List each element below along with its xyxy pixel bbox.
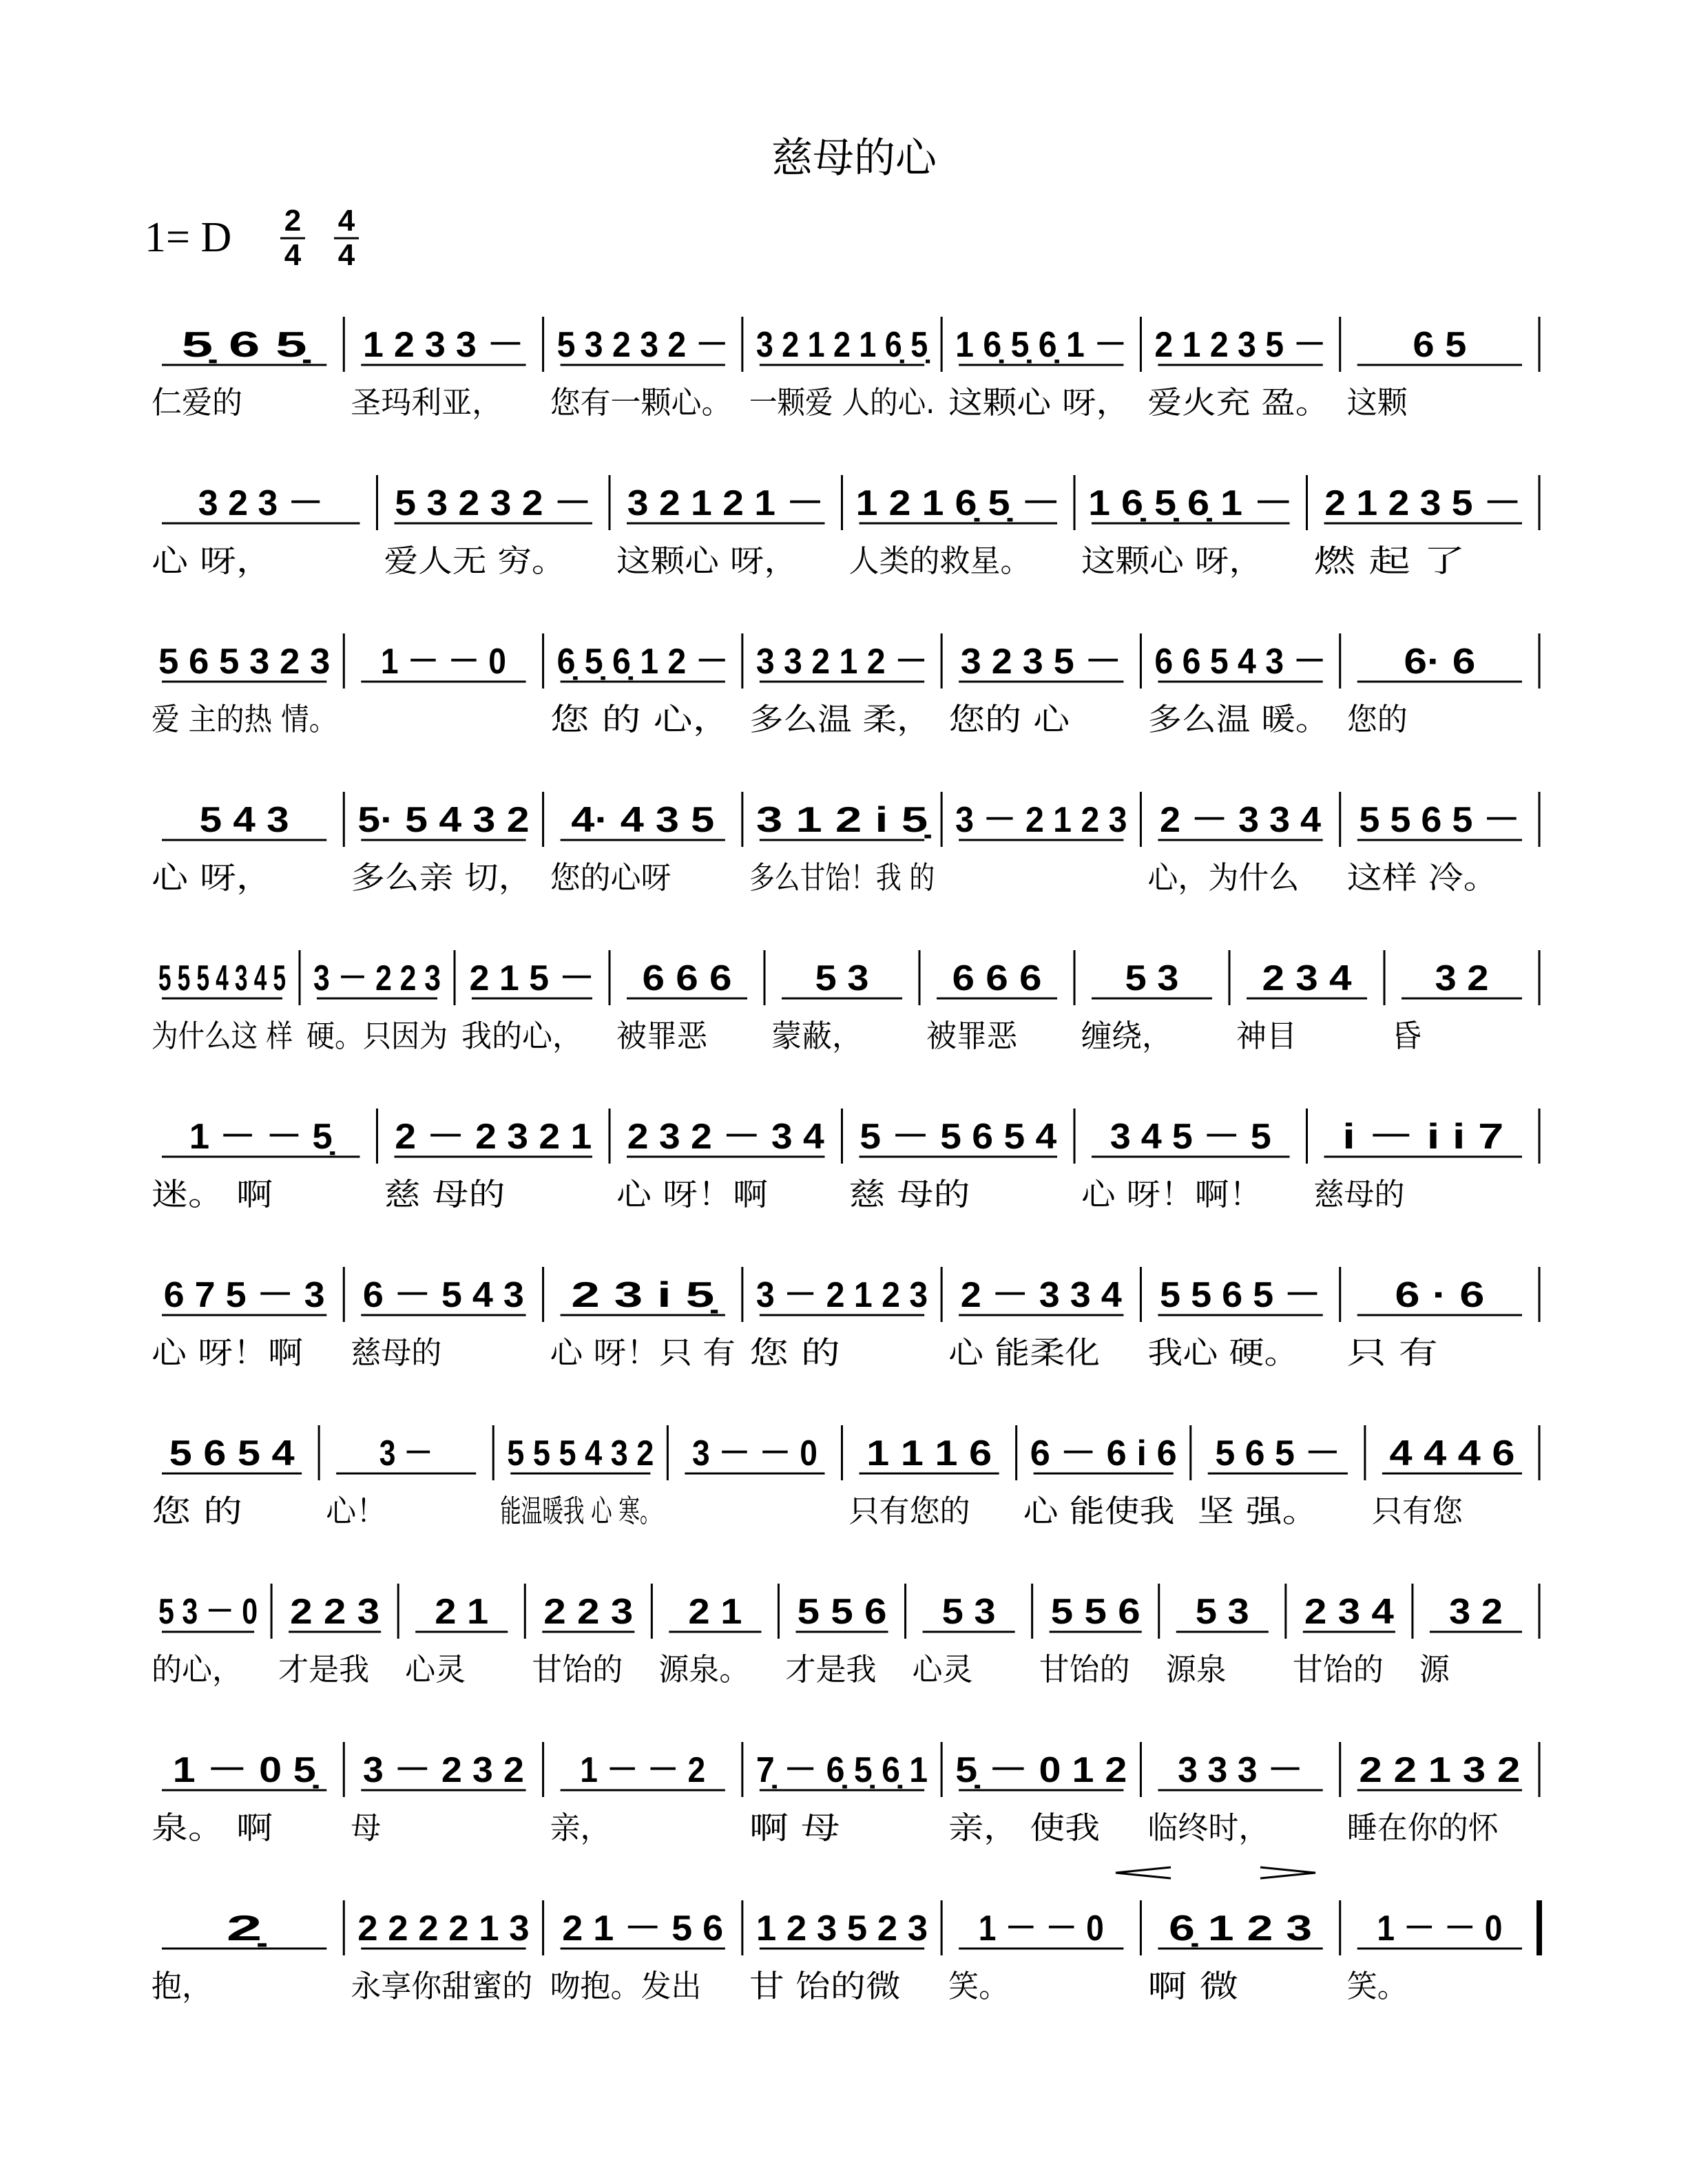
measure-notes: 1 － － 5̣	[189, 1117, 335, 1157]
measure-notes: 2 － 3 3 4	[960, 1275, 1122, 1315]
lyric-text: 这颗	[1346, 384, 1408, 421]
measure-notes: 1 － － 0	[1377, 1909, 1503, 1949]
measure-notes: 1 － 0 5̣	[172, 1750, 320, 1790]
measure-notes: 2 2 3	[543, 1592, 634, 1632]
lyric-text: 吻抱。发出	[550, 1968, 702, 2004]
lyric-text: 蒙蔽，	[771, 1018, 862, 1054]
measure-notes: 1 1 1 6	[866, 1434, 992, 1473]
measure-notes: 5 3 2 3 2 －	[556, 325, 729, 365]
lyric-text: 啊 微	[1147, 1968, 1239, 2004]
measure-notes: 6· 6	[1404, 642, 1476, 682]
lyric-text: 我心 硬。	[1147, 1334, 1300, 1371]
lyric-text: 临终时，	[1147, 1809, 1269, 1846]
lyric-text: 这样 冷。	[1346, 859, 1499, 896]
measure-notes: 5 3	[1195, 1592, 1249, 1632]
score-row	[152, 633, 1539, 737]
lyric-text: 心 呀！只 有	[550, 1334, 736, 1371]
measure-notes: 2 1	[435, 1592, 489, 1632]
score-rows	[152, 317, 1539, 2004]
measure-notes: 2 2 1 3 2	[1359, 1750, 1521, 1790]
lyric-text: 硬。只因为	[306, 1018, 448, 1054]
lyric-text: 您 的 心，	[550, 701, 732, 737]
measure-notes: 5 3	[1125, 958, 1179, 998]
lyric-text: 多么亲 切，	[351, 859, 533, 896]
measure-notes: 5 － 5 6 5 4	[860, 1117, 1057, 1157]
lyric-text: 缠绕，	[1081, 1018, 1172, 1054]
lyric-text: 源泉。	[658, 1651, 750, 1688]
measure-notes: 5 3	[815, 958, 869, 998]
measure-notes: 5 4 3	[199, 800, 289, 840]
measure-notes: 3 3 3 －	[1178, 1750, 1304, 1790]
score-row	[152, 950, 1539, 1054]
lyric-text: 的心，	[152, 1651, 242, 1688]
measure-notes: 5 6 5 －	[1215, 1434, 1341, 1473]
lyric-text: 心 能柔化	[948, 1334, 1101, 1371]
lyric-text: 爱 主的热 情。	[152, 701, 337, 737]
lyric-text: 亲，	[550, 1809, 611, 1846]
measure-notes: 5 5 5 4 3 2	[507, 1434, 654, 1473]
measure-notes: 2 2 2 2 1 3	[357, 1909, 530, 1949]
measure-notes: 2 2 3	[290, 1592, 380, 1632]
measure-notes: 6 5	[1413, 325, 1467, 365]
measure-notes: 2 3 i 5̣	[571, 1275, 718, 1315]
measure-notes: 6 7 5 － 3	[163, 1275, 325, 1315]
lyric-text: 心灵	[912, 1651, 973, 1688]
measure-notes: 4 4 4 6	[1389, 1434, 1515, 1473]
time-sig-2-4-num: 2	[284, 204, 302, 238]
lyric-text: 笑。	[1346, 1968, 1408, 2004]
lyric-text: 能温暖我 心 寒。	[500, 1493, 661, 1529]
measure-notes: 2 － 2 3 2 1	[395, 1117, 592, 1157]
score-row	[152, 1742, 1539, 1846]
measure-notes: 5 3	[941, 1592, 996, 1632]
lyric-text: 您的 心	[948, 701, 1072, 737]
score-row	[152, 1425, 1539, 1529]
measure-notes: 1 2 3 5 2 3	[756, 1909, 928, 1949]
measure-notes: 3 2 1 2 1 －	[627, 483, 824, 523]
key-signature: 1= D	[145, 214, 232, 261]
measure-notes: 7̣ － 6̣ 5̣ 6̣ 1	[756, 1750, 928, 1790]
measure-notes: 2 1 2 3 5 －	[1154, 325, 1326, 365]
measure-notes: 2 1 2 3 5 －	[1324, 483, 1522, 523]
crescendo-mark	[1116, 1867, 1171, 1878]
lyric-text: 泉。 啊	[152, 1809, 273, 1846]
lyric-text: 源	[1419, 1651, 1450, 1688]
lyric-text: 您有一颗心。	[550, 384, 732, 421]
lyric-text: 您 的	[152, 1493, 242, 1529]
lyric-text: 慈母的	[1313, 1176, 1405, 1212]
measure-notes: 2 1 5 －	[469, 958, 595, 998]
time-sig-4-4-num: 4	[337, 204, 355, 238]
lyric-text: 多么温 柔，	[749, 701, 931, 737]
lyric-text: 甘饴的	[1039, 1651, 1130, 1688]
lyric-text: 被罪恶	[616, 1018, 708, 1054]
lyric-text: 慈 母的	[848, 1176, 970, 1212]
measure-notes: 3 2 1 2 1 6̣ 5̣	[756, 325, 930, 365]
measure-notes: 6 6 5 4 3 －	[1154, 642, 1326, 682]
lyric-text: 心灵	[405, 1651, 466, 1688]
lyric-text: 笑。	[948, 1968, 1010, 2004]
measure-notes: 1 － － 0	[380, 642, 506, 682]
measure-notes: 3 1 2 i 5̣	[756, 800, 932, 840]
measure-notes: 1 6̣ 5̣ 6̣ 1 －	[955, 325, 1127, 365]
lyric-text: 睡在你的怀	[1346, 1809, 1499, 1846]
lyric-text: 我的心，	[461, 1018, 583, 1054]
lyric-text: 亲， 使我	[948, 1809, 1101, 1846]
measure-notes: 6 · 6	[1395, 1275, 1485, 1315]
lyric-text: 只 有	[1346, 1334, 1438, 1371]
measure-notes: 2 3 2 － 3 4	[627, 1117, 824, 1157]
measure-notes: 6̣ 5̣ 6̣ 1 2 －	[556, 642, 729, 682]
lyric-text: 心！	[326, 1493, 387, 1529]
lyric-text: 只有您	[1371, 1493, 1464, 1529]
measure-notes: 5 5 5 4 3 4 5	[158, 958, 286, 998]
lyric-text: 迷。 啊	[152, 1176, 273, 1212]
lyric-text: 慈 母的	[384, 1176, 506, 1212]
lyric-text: 甘 饴的微	[749, 1968, 901, 2004]
score-row	[152, 1584, 1539, 1688]
lyric-text: 抱，	[152, 1968, 212, 2004]
lyric-text: 心 呀，	[152, 543, 273, 579]
measure-notes: 6 － 5 4 3	[362, 1275, 524, 1315]
measure-notes: 5 5 6 5 －	[1359, 800, 1521, 840]
lyric-text: 这颗心 呀，	[948, 384, 1131, 421]
measure-notes: 5 5 6	[797, 1592, 887, 1632]
dynamic-marks	[1116, 1867, 1315, 1878]
measure-notes: 1 6̣ 5̣ 6̣ 1 －	[1088, 483, 1293, 523]
measure-notes: 1 － － 2	[580, 1750, 706, 1790]
measure-notes: 3 － 2 1 2 3	[955, 800, 1127, 840]
lyric-text: 多么甘饴！我 的	[749, 859, 935, 896]
lyric-text: 心 呀！啊！	[1081, 1176, 1263, 1212]
measure-notes: 3 3 2 1 2 －	[756, 642, 928, 682]
lyric-text: 母	[351, 1809, 382, 1846]
measure-notes: 2 1 － 5 6	[562, 1909, 724, 1949]
lyric-text: 您的	[1346, 701, 1408, 737]
lyric-text: 心 呀！啊	[616, 1176, 768, 1212]
lyric-text: 圣玛利亚，	[351, 384, 503, 421]
lyric-text: 仁爱的	[152, 384, 242, 421]
measure-notes: 1 2 3 3 －	[362, 325, 524, 365]
lyric-text: 甘饴的	[532, 1651, 623, 1688]
measure-notes: 5· 5 4 3 2	[357, 800, 530, 840]
lyric-text: 多么温 暖。	[1147, 701, 1330, 737]
lyric-text: 才是我	[278, 1651, 370, 1688]
lyric-text: 心 呀，	[152, 859, 273, 896]
lyric-text: 燃 起 了	[1313, 543, 1466, 579]
measure-notes: 1 2 1 6̣ 5̣ －	[855, 483, 1061, 523]
lyric-text: 心 呀！啊	[152, 1334, 303, 1371]
measure-notes: 2̣	[226, 1909, 267, 1949]
lyric-text: 被罪恶	[926, 1018, 1018, 1054]
measure-notes: 5̣ 6 5̣	[181, 325, 311, 365]
lyric-text: 为什么这 样	[152, 1018, 293, 1054]
measure-notes: 3 －	[379, 1434, 433, 1473]
time-signatures	[280, 204, 359, 272]
measure-notes: 1 － － 0	[978, 1909, 1104, 1949]
lyric-text: 爱人无 穷。	[384, 543, 566, 579]
lyric-text: 神目	[1236, 1018, 1297, 1054]
measure-notes: 3 － 2 2 3	[313, 958, 441, 998]
score-row	[152, 475, 1539, 579]
lyric-text: 您 的	[749, 1334, 840, 1371]
measure-notes: 3 2 3 －	[198, 483, 324, 523]
lyric-text: 这颗心 呀，	[616, 543, 798, 579]
measure-notes: 5 5 6 5 －	[1160, 1275, 1322, 1315]
lyric-text: 坚 强。	[1197, 1493, 1319, 1529]
measure-notes: 5 6 5 3 2 3	[158, 642, 331, 682]
measure-notes: 3 2	[1435, 958, 1489, 998]
lyric-text: 一颗爱 人的心.	[749, 384, 935, 421]
lyric-text: 源泉	[1165, 1651, 1227, 1688]
lyric-text: 甘饴的	[1292, 1651, 1384, 1688]
lyric-text: 人类的救星。	[848, 543, 1031, 579]
measure-notes: 2 1	[688, 1592, 742, 1632]
lyric-text: 只有您的	[848, 1493, 970, 1529]
measure-notes: 3 － 2 1 2 3	[756, 1275, 928, 1315]
measure-notes: 6̣ 1 2 3	[1169, 1909, 1313, 1949]
lyric-text: 昏	[1391, 1018, 1421, 1054]
measure-notes: 3 － － 0	[691, 1434, 817, 1473]
lyric-text: 这颗心 呀，	[1081, 543, 1263, 579]
measure-notes: 3 4 5 － 5	[1110, 1117, 1271, 1157]
lyric-text: 才是我	[785, 1651, 877, 1688]
measure-notes: 6 － 6 i 6	[1030, 1434, 1177, 1473]
lyric-text: 心，为什么	[1147, 859, 1300, 896]
lyric-text: 慈母的	[351, 1334, 442, 1371]
decrescendo-mark	[1260, 1867, 1315, 1878]
measure-notes: 3 2 3 5 －	[960, 642, 1122, 682]
measure-notes: 6 6 6	[642, 958, 732, 998]
song-title: 慈母的心	[771, 134, 937, 182]
measure-notes: 5 5 6	[1050, 1592, 1141, 1632]
measure-notes: 6 6 6	[952, 958, 1042, 998]
score-row	[152, 1900, 1539, 2004]
time-sig-2-4-den: 4	[284, 238, 302, 272]
measure-notes: 4· 4 3 5	[571, 800, 715, 840]
measure-notes: 2 3 4	[1262, 958, 1352, 998]
measure-notes: 2 － 3 3 4	[1160, 800, 1322, 840]
lyric-text: 心 能使我	[1023, 1493, 1175, 1529]
lyric-text: 啊 母	[749, 1809, 840, 1846]
score-row	[152, 317, 1539, 421]
score-row	[152, 1267, 1539, 1371]
measure-notes: 5 3 2 3 2 －	[395, 483, 592, 523]
measure-notes: 5 6 5 4	[169, 1434, 295, 1473]
measure-notes: 2 3 4	[1304, 1592, 1394, 1632]
lyric-text: 永享你甜蜜的	[351, 1968, 533, 2004]
measure-notes: 5̣ － 0 1 2	[955, 1750, 1127, 1790]
lyric-text: 爱火充 盈。	[1147, 384, 1330, 421]
score-row	[152, 792, 1539, 896]
measure-notes: i － i i 7	[1342, 1117, 1504, 1157]
measure-notes: 3 2	[1448, 1592, 1503, 1632]
score-row	[152, 1109, 1539, 1212]
time-sig-4-4-den: 4	[337, 238, 355, 272]
lyric-text: 您的心呀	[550, 859, 671, 896]
measure-notes: 3 － 2 3 2	[362, 1750, 524, 1790]
measure-notes: 5 3 － 0	[158, 1592, 258, 1632]
